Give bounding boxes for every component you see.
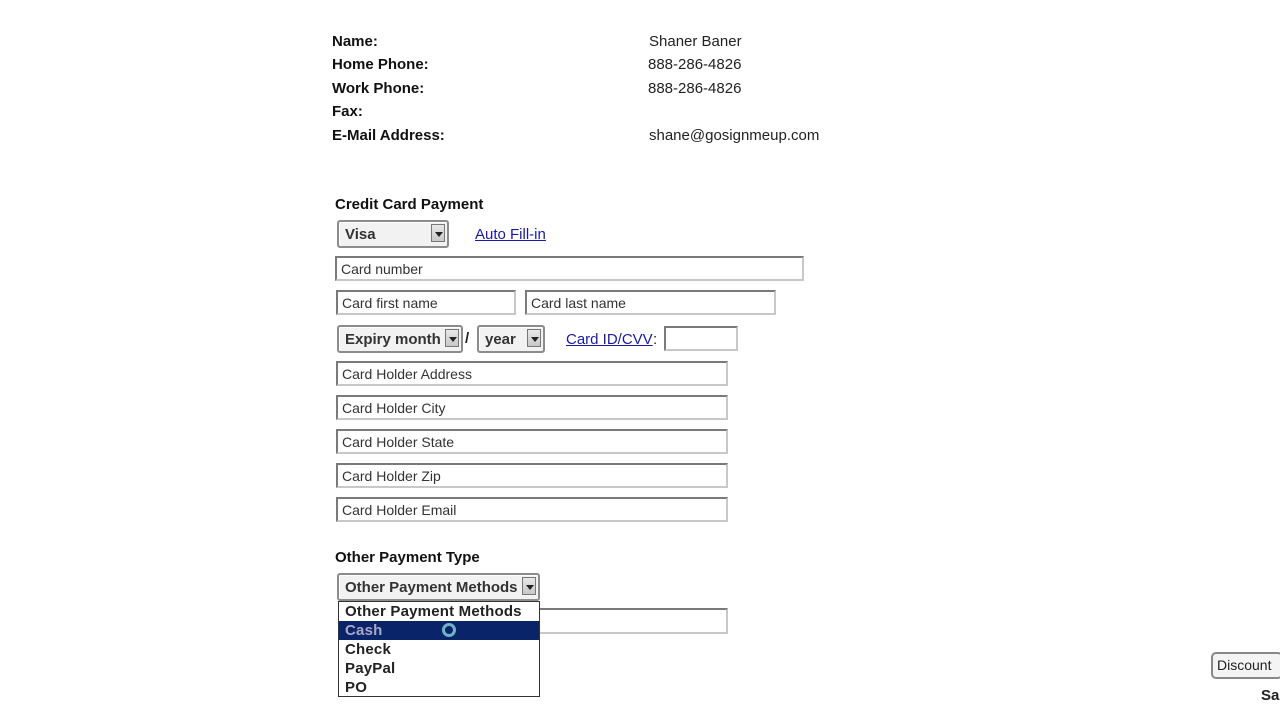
card-holder-city-input[interactable]: Card Holder City (336, 395, 728, 420)
card-last-name-input[interactable]: Card last name (525, 290, 776, 315)
card-holder-email-input[interactable]: Card Holder Email (336, 497, 728, 522)
other-payment-value: Other Payment Methods (345, 579, 518, 596)
work-phone-label: Work Phone: (332, 80, 425, 97)
mouse-cursor-icon (442, 623, 456, 637)
card-cvv-link[interactable]: Card ID/CVV (566, 331, 653, 348)
chevron-down-icon (522, 577, 536, 595)
chevron-down-icon (445, 329, 459, 347)
expiry-year-select[interactable] (477, 325, 545, 353)
chevron-down-icon (527, 329, 541, 347)
partial-label: Sa (1261, 687, 1280, 704)
expiry-month-value: Expiry month (345, 331, 441, 348)
dropdown-option-paypal[interactable]: PayPal (345, 660, 396, 677)
card-holder-state-input[interactable]: Card Holder State (336, 429, 728, 454)
expiry-separator: / (465, 330, 470, 347)
other-payment-title: Other Payment Type (335, 549, 480, 566)
auto-fill-link[interactable]: Auto Fill-in (475, 226, 546, 243)
credit-card-title: Credit Card Payment (335, 196, 484, 213)
dropdown-option-check[interactable]: Check (345, 641, 392, 658)
card-holder-address-input[interactable]: Card Holder Address (336, 361, 728, 386)
home-phone-label: Home Phone: (332, 56, 429, 73)
expiry-year-value: year (485, 331, 516, 348)
card-first-name-input[interactable]: Card first name (336, 290, 516, 315)
dropdown-option-cash[interactable]: Cash (339, 621, 539, 640)
card-type-value: Visa (345, 226, 376, 243)
card-type-select[interactable] (337, 220, 449, 248)
fax-label: Fax: (332, 103, 363, 120)
home-phone-value: 888-286-4826 (648, 56, 742, 73)
card-holder-zip-input[interactable]: Card Holder Zip (336, 463, 728, 488)
work-phone-value: 888-286-4826 (648, 80, 742, 97)
other-payment-detail-input[interactable] (536, 608, 728, 634)
chevron-down-icon (431, 224, 445, 242)
cvv-input[interactable] (664, 326, 738, 351)
dropdown-option-po[interactable]: PO (345, 679, 368, 696)
cvv-colon: : (653, 331, 658, 348)
email-value: shane@gosignmeup.com (649, 127, 820, 144)
other-payment-dropdown-list[interactable] (338, 601, 540, 697)
card-number-input[interactable]: Card number (335, 256, 804, 281)
email-label: E-Mail Address: (332, 127, 445, 144)
expiry-month-select[interactable] (337, 325, 463, 353)
other-payment-select[interactable] (337, 573, 540, 601)
name-value: Shaner Baner (649, 33, 742, 50)
dropdown-option-other-payment-methods[interactable]: Other Payment Methods (345, 603, 522, 620)
discount-button[interactable]: Discount (1211, 652, 1280, 679)
name-label: Name: (332, 33, 378, 50)
